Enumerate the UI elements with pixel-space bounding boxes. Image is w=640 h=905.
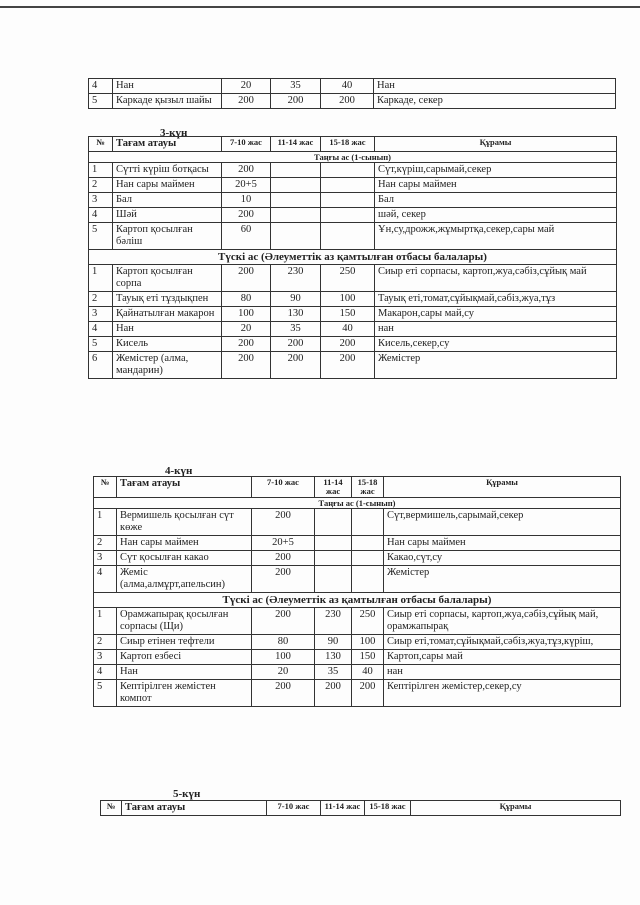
cell-portion-11-14: 35 [315, 665, 352, 680]
table-row [89, 307, 617, 322]
cell-row-number: 1 [94, 608, 117, 635]
header-portion-15-18: 15-18 жас [352, 477, 384, 498]
cell-ingredients: Ұн,су,дрожж,жұмыртқа,секер,сары май [375, 223, 617, 250]
cell-portion-11-14 [271, 223, 321, 250]
cell-dish-name: Каркаде қызыл шайы [113, 94, 222, 109]
table-row [94, 551, 621, 566]
cell-ingredients: Жемістер [375, 352, 617, 379]
cell-ingredients: Сүт,күріш,сарымай,секер [375, 163, 617, 178]
cell-ingredients: Сүт,вермишель,сарымай,секер [384, 509, 621, 536]
menu-table-day-4 [93, 476, 621, 707]
cell-portion-7-10: 20+5 [252, 536, 315, 551]
cell-portion-11-14: 130 [271, 307, 321, 322]
cell-portion-15-18 [321, 178, 375, 193]
cell-row-number: 1 [89, 265, 113, 292]
cell-dish-name: Шәй [113, 208, 222, 223]
cell-row-number: 3 [89, 193, 113, 208]
table-header-row [89, 137, 617, 152]
cell-portion-7-10: 200 [222, 163, 271, 178]
table-row [89, 163, 617, 178]
meal-section-label: Таңғы ас (1-сынып) [94, 498, 621, 509]
cell-row-number: 5 [94, 680, 117, 707]
cell-portion-7-10: 200 [252, 608, 315, 635]
cell-portion-7-10: 200 [222, 208, 271, 223]
cell-ingredients: Кисель,секер,су [375, 337, 617, 352]
cell-row-number: 5 [89, 94, 113, 109]
cell-ingredients: Жемістер [384, 566, 621, 593]
meal-section-label: Таңғы ас (1-сынып) [89, 152, 617, 163]
cell-portion-15-18 [321, 163, 375, 178]
cell-dish-name: Жеміс (алма,алмұрт,апельсин) [117, 566, 252, 593]
cell-row-number: 3 [94, 551, 117, 566]
cell-portion-7-10: 100 [252, 650, 315, 665]
meal-section-row [94, 593, 621, 608]
cell-portion-11-14: 35 [271, 79, 321, 94]
header-portion-15-18: 15-18 жас [321, 137, 375, 152]
cell-portion-7-10: 200 [222, 352, 271, 379]
cell-ingredients: Какао,сүт,су [384, 551, 621, 566]
table-row [89, 193, 617, 208]
table-row [94, 536, 621, 551]
cell-dish-name: Картоп қосылған бәліш [113, 223, 222, 250]
cell-row-number: 1 [89, 163, 113, 178]
cell-portion-11-14: 200 [271, 352, 321, 379]
header-row-number: № [101, 801, 122, 816]
cell-ingredients: нан [375, 322, 617, 337]
cell-ingredients: Макарон,сары май,су [375, 307, 617, 322]
table-row [94, 566, 621, 593]
meal-section-label: Түскі ас (Әлеуметтік аз қамтылған отбасы балалары) [94, 593, 621, 608]
cell-dish-name: Кисель [113, 337, 222, 352]
cell-portion-11-14 [271, 193, 321, 208]
cell-portion-7-10: 200 [222, 94, 271, 109]
table-header-row [101, 801, 621, 816]
cell-portion-11-14 [315, 536, 352, 551]
header-portion-7-10: 7-10 жас [252, 477, 315, 498]
cell-dish-name: Нан сары маймен [117, 536, 252, 551]
cell-portion-15-18 [352, 566, 384, 593]
cell-portion-7-10: 80 [252, 635, 315, 650]
cell-row-number: 4 [94, 665, 117, 680]
day-4-heading: 4-күн [165, 465, 193, 477]
cell-portion-11-14: 130 [315, 650, 352, 665]
cell-ingredients: Тауық еті,томат,сұйықмай,сәбіз,жуа,тұз [375, 292, 617, 307]
cell-ingredients: Бал [375, 193, 617, 208]
menu-table-day-3 [88, 136, 617, 379]
cell-dish-name: Тауық еті тұздықпен [113, 292, 222, 307]
cell-row-number: 3 [89, 307, 113, 322]
cell-portion-11-14: 200 [315, 680, 352, 707]
header-portion-11-14: 11-14 жас [315, 477, 352, 498]
meal-section-row [94, 498, 621, 509]
cell-row-number: 3 [94, 650, 117, 665]
cell-portion-7-10: 20 [222, 322, 271, 337]
header-dish-name: Тағам атауы [117, 477, 252, 498]
cell-portion-11-14: 90 [315, 635, 352, 650]
cell-row-number: 4 [89, 322, 113, 337]
cell-row-number: 2 [89, 292, 113, 307]
header-row-number: № [94, 477, 117, 498]
table-row [89, 322, 617, 337]
cell-ingredients: шәй, секер [375, 208, 617, 223]
meal-section-row [89, 250, 617, 265]
cell-dish-name: Орамжапырақ қосылған сорпасы (Щи) [117, 608, 252, 635]
cell-portion-11-14: 35 [271, 322, 321, 337]
header-portion-7-10: 7-10 жас [267, 801, 321, 816]
cell-dish-name: Нан [113, 79, 222, 94]
cell-portion-15-18: 250 [321, 265, 375, 292]
cell-row-number: 1 [94, 509, 117, 536]
cell-portion-15-18: 200 [352, 680, 384, 707]
cell-portion-11-14 [315, 509, 352, 536]
table-row [89, 292, 617, 307]
cell-ingredients: Каркаде, секер [374, 94, 616, 109]
cell-portion-7-10: 100 [222, 307, 271, 322]
table-row [94, 509, 621, 536]
cell-ingredients: Нан сары маймен [375, 178, 617, 193]
table-row [89, 208, 617, 223]
cell-ingredients: Сиыр еті,томат,сұйықмай,сәбіз,жуа,тұз,күріш, [384, 635, 621, 650]
menu-table-day-5 [100, 800, 621, 816]
cell-ingredients: Нан [374, 79, 616, 94]
meal-section-row [89, 152, 617, 163]
day-5-heading: 5-күн [173, 788, 201, 800]
cell-dish-name: Нан [117, 665, 252, 680]
header-portion-15-18: 15-18 жас [365, 801, 411, 816]
cell-portion-15-18: 40 [352, 665, 384, 680]
cell-portion-15-18: 100 [321, 292, 375, 307]
cell-portion-15-18: 100 [352, 635, 384, 650]
cell-portion-15-18: 200 [321, 352, 375, 379]
table-row [89, 178, 617, 193]
table-row [94, 608, 621, 635]
header-ingredients: Құрамы [384, 477, 621, 498]
cell-row-number: 5 [89, 337, 113, 352]
cell-portion-7-10: 20+5 [222, 178, 271, 193]
header-ingredients: Құрамы [375, 137, 617, 152]
cell-ingredients: Сиыр еті сорпасы, картоп,жуа,сәбіз,сұйық май, орамжапырақ [384, 608, 621, 635]
table-row [89, 79, 616, 94]
cell-portion-7-10: 20 [222, 79, 271, 94]
cell-portion-15-18 [321, 193, 375, 208]
cell-dish-name: Сиыр етінен тефтели [117, 635, 252, 650]
cell-row-number: 4 [94, 566, 117, 593]
table-row [94, 680, 621, 707]
cell-portion-15-18: 40 [321, 322, 375, 337]
cell-row-number: 6 [89, 352, 113, 379]
day-3-heading: 3-күн [160, 127, 188, 139]
table-row [94, 665, 621, 680]
scan-top-edge [0, 6, 640, 8]
cell-portion-11-14 [271, 163, 321, 178]
cell-portion-15-18: 150 [321, 307, 375, 322]
table-row [94, 635, 621, 650]
table-row [94, 650, 621, 665]
header-ingredients: Құрамы [411, 801, 621, 816]
cell-dish-name: Сүт қосылған какао [117, 551, 252, 566]
header-dish-name: Тағам атауы [122, 801, 267, 816]
cell-portion-11-14 [315, 551, 352, 566]
cell-row-number: 4 [89, 208, 113, 223]
cell-row-number: 4 [89, 79, 113, 94]
cell-portion-15-18 [321, 208, 375, 223]
cell-portion-11-14 [271, 178, 321, 193]
table-row [89, 94, 616, 109]
cell-portion-11-14: 230 [271, 265, 321, 292]
cell-dish-name: Нан [113, 322, 222, 337]
cell-dish-name: Кептірілген жемістен компот [117, 680, 252, 707]
cell-dish-name: Нан сары маймен [113, 178, 222, 193]
meal-section-label: Түскі ас (Әлеуметтік аз қамтылған отбасы балалары) [89, 250, 617, 265]
cell-dish-name: Бал [113, 193, 222, 208]
cell-portion-7-10: 200 [252, 509, 315, 536]
cell-portion-7-10: 200 [252, 566, 315, 593]
cell-portion-7-10: 20 [252, 665, 315, 680]
cell-dish-name: Сүтті күріш ботқасы [113, 163, 222, 178]
cell-dish-name: Картоп қосылған сорпа [113, 265, 222, 292]
header-portion-11-14: 11-14 жас [271, 137, 321, 152]
cell-portion-7-10: 60 [222, 223, 271, 250]
cell-portion-15-18 [321, 223, 375, 250]
cell-dish-name: Вермишель қосылған сүт көже [117, 509, 252, 536]
cell-dish-name: Қайнатылған макарон [113, 307, 222, 322]
cell-portion-11-14: 230 [315, 608, 352, 635]
table-row [89, 223, 617, 250]
cell-ingredients: Картоп,сары май [384, 650, 621, 665]
cell-portion-7-10: 10 [222, 193, 271, 208]
header-portion-7-10: 7-10 жас [222, 137, 271, 152]
cell-row-number: 2 [89, 178, 113, 193]
cell-portion-15-18: 200 [321, 337, 375, 352]
cell-portion-15-18 [352, 509, 384, 536]
cell-ingredients: Кептірілген жемістер,секер,су [384, 680, 621, 707]
cell-portion-11-14: 200 [271, 94, 321, 109]
cell-row-number: 2 [94, 536, 117, 551]
cell-portion-11-14 [271, 208, 321, 223]
table-row [89, 337, 617, 352]
table-header-row [94, 477, 621, 498]
table-row [89, 265, 617, 292]
cell-portion-15-18 [352, 536, 384, 551]
cell-row-number: 2 [94, 635, 117, 650]
cell-portion-15-18: 150 [352, 650, 384, 665]
cell-ingredients: Нан сары маймен [384, 536, 621, 551]
cell-portion-11-14: 200 [271, 337, 321, 352]
cell-dish-name: Картоп езбесі [117, 650, 252, 665]
cell-portion-15-18: 250 [352, 608, 384, 635]
cell-row-number: 5 [89, 223, 113, 250]
cell-portion-15-18 [352, 551, 384, 566]
header-dish-name: Тағам атауы [113, 137, 222, 152]
cell-portion-7-10: 80 [222, 292, 271, 307]
cell-portion-7-10: 200 [222, 337, 271, 352]
cell-ingredients: Сиыр еті сорпасы, картоп,жуа,сәбіз,сұйық май [375, 265, 617, 292]
cell-portion-15-18: 40 [321, 79, 374, 94]
header-row-number: № [89, 137, 113, 152]
header-portion-11-14: 11-14 жас [321, 801, 365, 816]
cell-portion-7-10: 200 [222, 265, 271, 292]
cell-portion-11-14 [315, 566, 352, 593]
cell-portion-11-14: 90 [271, 292, 321, 307]
menu-table-continued [88, 78, 616, 109]
cell-portion-7-10: 200 [252, 680, 315, 707]
table-row [89, 352, 617, 379]
cell-portion-7-10: 200 [252, 551, 315, 566]
cell-portion-15-18: 200 [321, 94, 374, 109]
cell-ingredients: нан [384, 665, 621, 680]
cell-dish-name: Жемістер (алма, мандарин) [113, 352, 222, 379]
